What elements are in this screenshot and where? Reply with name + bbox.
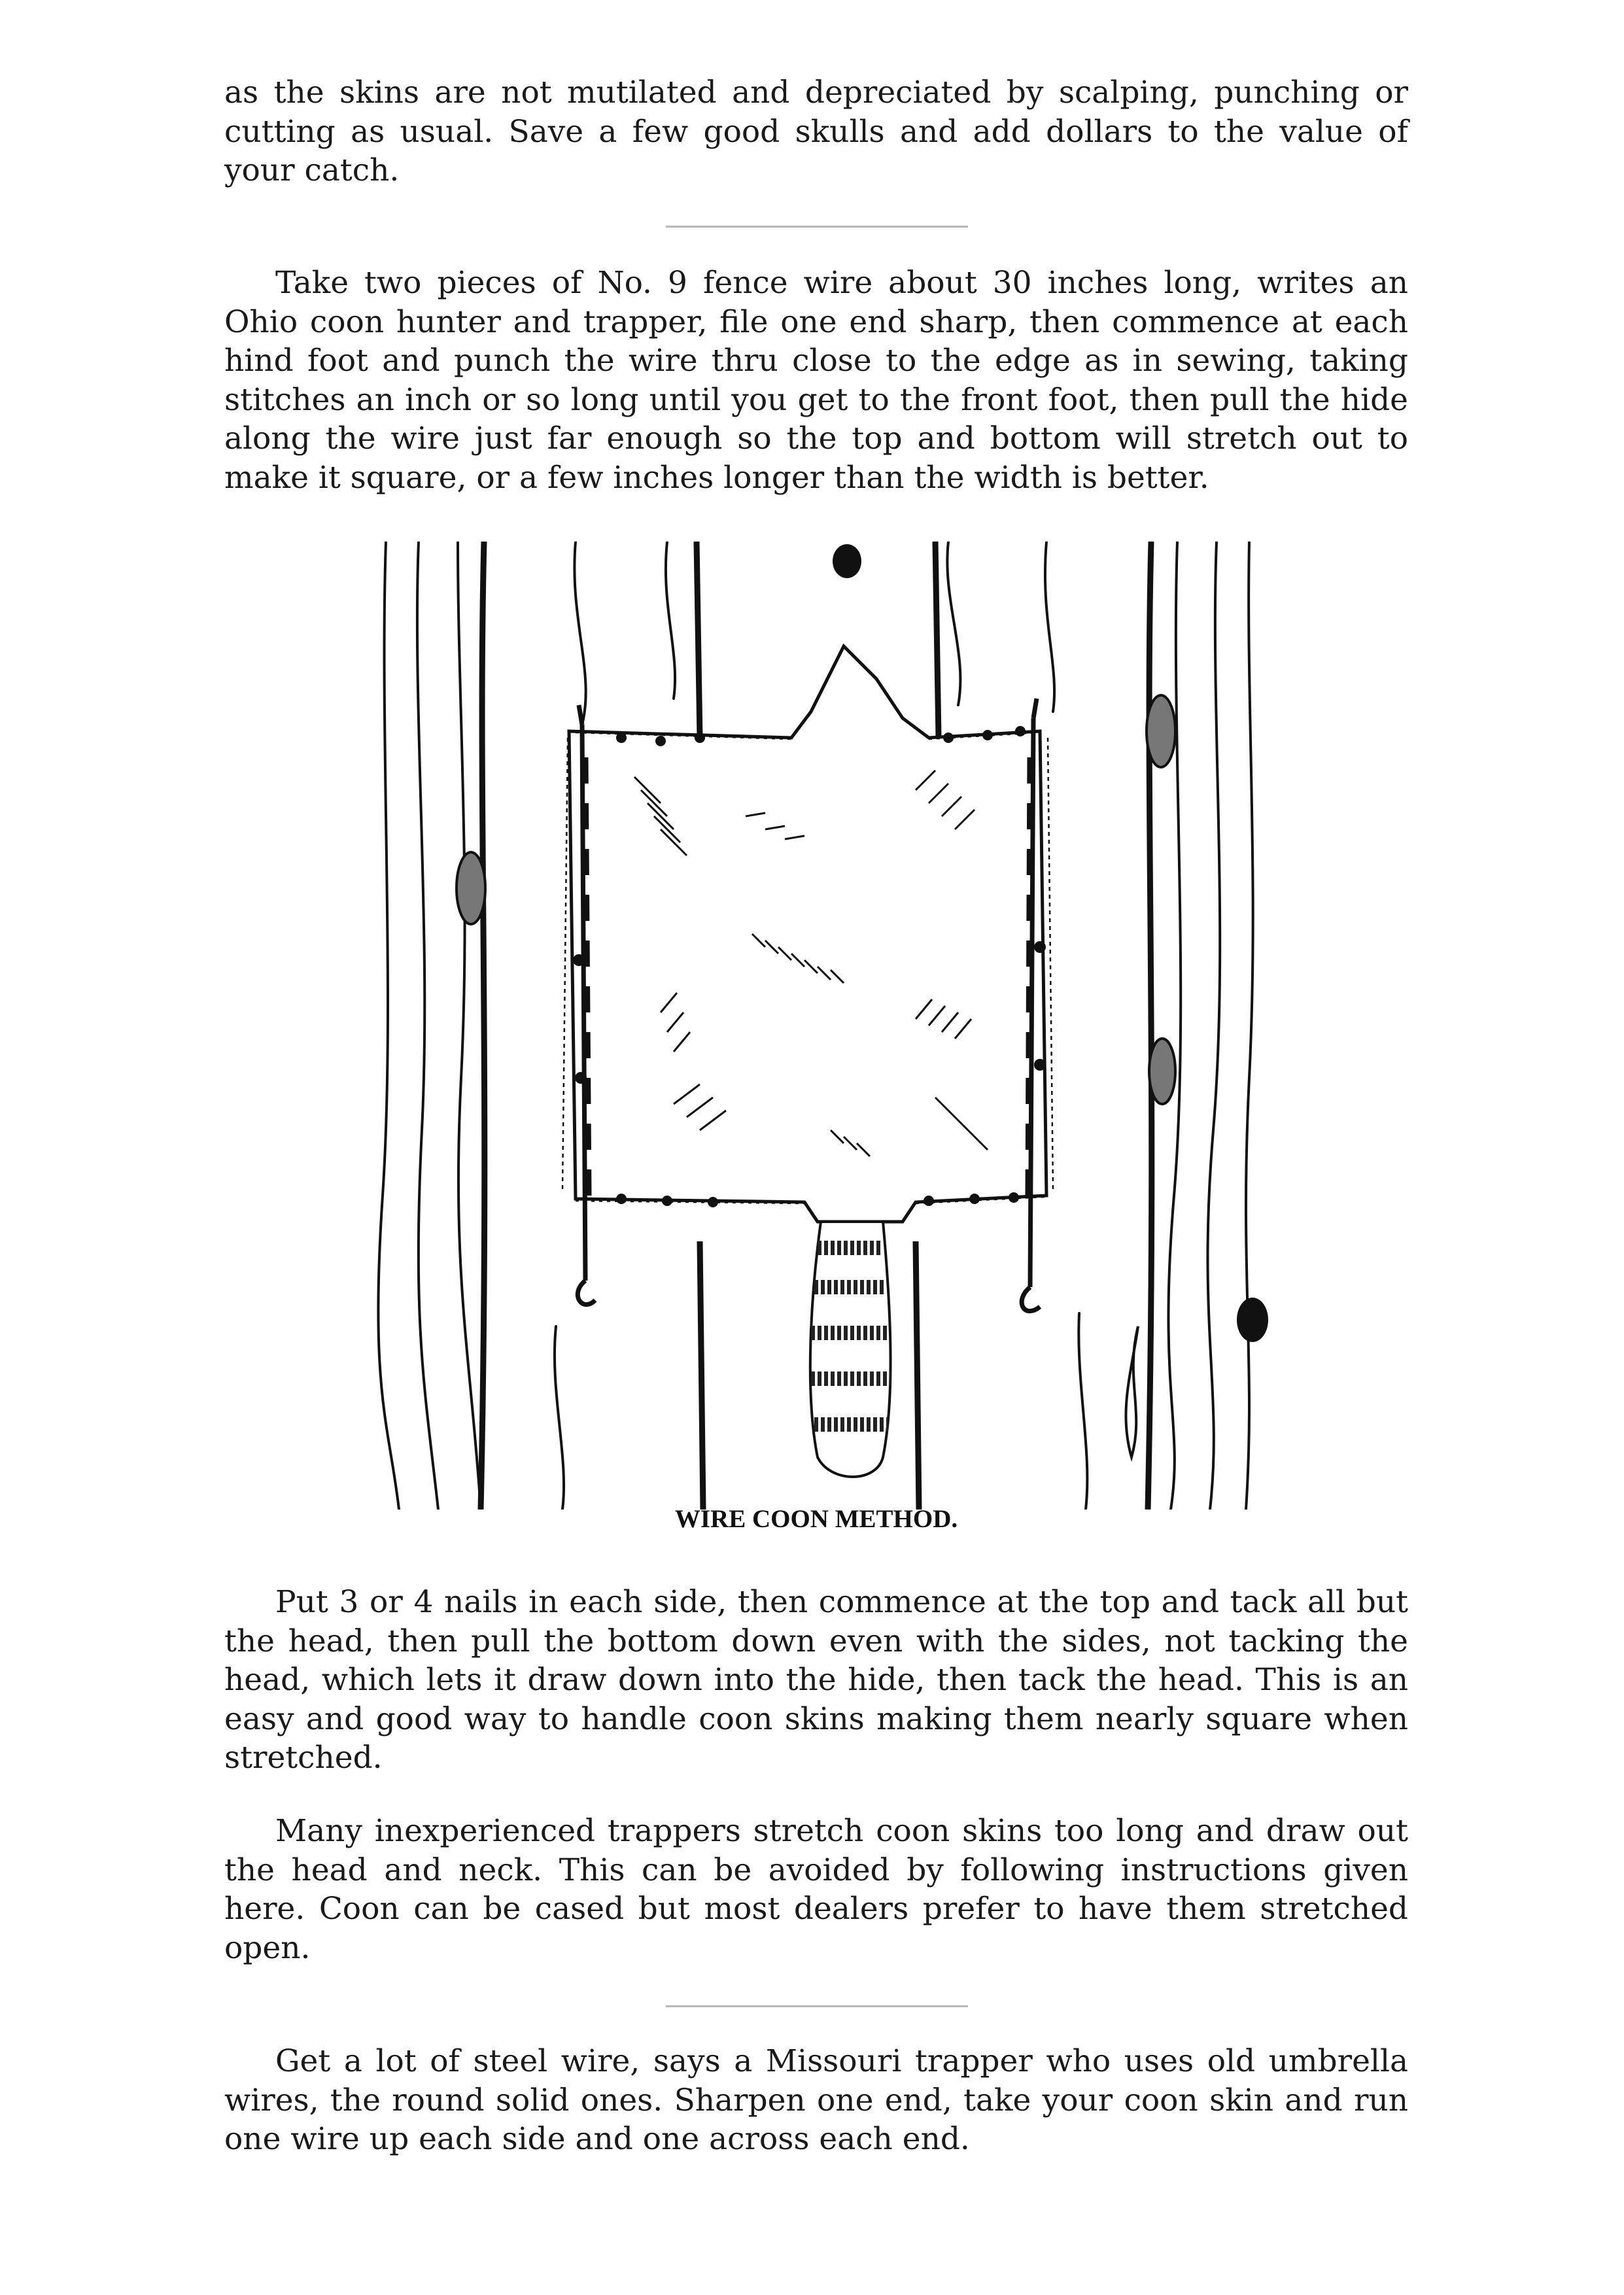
section-divider-2 — [666, 2005, 968, 2007]
coon-tail — [810, 1222, 891, 1477]
paragraph-1: as the skins are not mutilated and depreciated by scalping, punching or cutting as usual. Save a few good skulls and add dollars to the value of your catch. — [224, 75, 1408, 188]
paragraph-2: Take two pieces of No. 9 fence wire about 30 inches long, writes an Ohio coon hunter and trapper, file one end sharp, then commence at each hind foot and punch the wire thru close to the edge as in sewing, taking stitches an inch or so long until you get to the front foot, then pull the hide along the wire just far enough so the top and bottom will stretch out to make it square, or a few inches longer than the width is better. — [224, 265, 1408, 496]
wood-knot — [1147, 695, 1175, 767]
wood-knot — [457, 852, 485, 924]
figure-caption: WIRE COON METHOD. — [674, 1505, 958, 1533]
stretched-coon-skin-illustration — [360, 542, 1271, 1510]
wire-coon-figure — [360, 542, 1271, 1510]
section-divider-1 — [666, 226, 968, 228]
paragraph-4: Many inexperienced trappers stretch coon skins too long and draw out the head and neck. This can be avoided by following instructions given here. Coon can be cased but most dealers prefer to have them stretched open. — [224, 1813, 1408, 1966]
wood-knot — [833, 544, 861, 578]
wood-knot — [1237, 1298, 1268, 1342]
paragraph-5: Get a lot of steel wire, says a Missouri trapper who uses old umbrella wires, the round solid ones. Sharpen one end, take your coon skin and run one wire up each side and one across each end. — [224, 2043, 1408, 2157]
wood-knot — [1149, 1039, 1175, 1104]
paragraph-3: Put 3 or 4 nails in each side, then commence at the top and tack all but the head, then pull the bottom down even with the sides, not tacking the head, which lets it draw down into the hide, then tack the head. This is an easy and good way to handle coon skins making them nearly square when stretched. — [224, 1584, 1408, 1776]
coon-skin — [569, 646, 1046, 1222]
